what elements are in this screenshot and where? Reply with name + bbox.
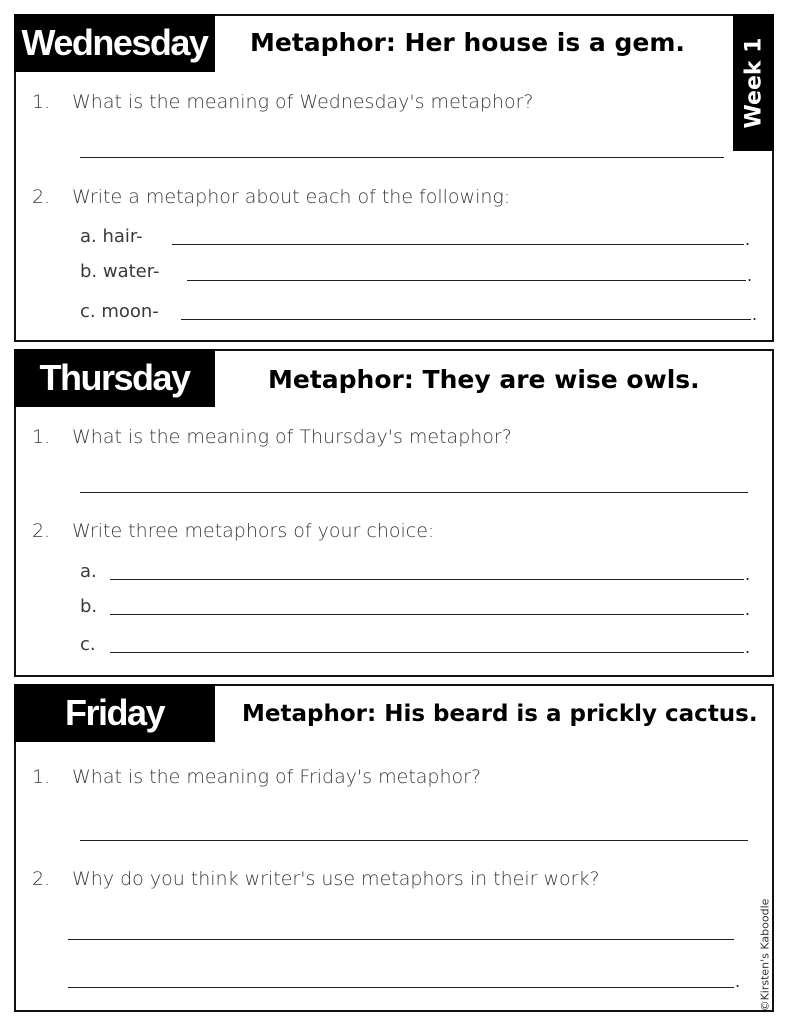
period: . xyxy=(735,972,741,991)
answer-line[interactable] xyxy=(110,614,744,615)
answer-line[interactable] xyxy=(187,280,746,281)
period: . xyxy=(745,230,751,249)
answer-line[interactable] xyxy=(80,492,748,493)
week-tab xyxy=(733,14,774,151)
thursday-section xyxy=(14,349,774,677)
friday-section xyxy=(14,684,774,1012)
period: . xyxy=(745,600,751,619)
question-text: Write a metaphor about each of the following: xyxy=(72,186,511,208)
question-2 xyxy=(32,520,434,542)
item-label: a. xyxy=(80,561,97,582)
item-label: b. water- xyxy=(80,261,160,282)
question-2 xyxy=(32,186,510,208)
metaphor-title: Metaphor: Her house is a gem. xyxy=(250,28,685,57)
metaphor-title: Metaphor: They are wise owls. xyxy=(268,365,700,394)
day-label: Friday xyxy=(14,684,215,742)
question-number: 1. xyxy=(32,91,51,113)
answer-line[interactable] xyxy=(181,319,751,320)
question-number: 1. xyxy=(32,426,51,448)
metaphor-title: Metaphor: His beard is a prickly cactus. xyxy=(242,701,758,727)
question-text: Write three metaphors of your choice: xyxy=(72,520,435,542)
question-2 xyxy=(32,868,600,890)
copyright: ©Kirsten's Kaboodle xyxy=(758,898,772,1012)
period: . xyxy=(747,266,753,285)
item-label: b. xyxy=(80,596,98,617)
item-label: a. hair- xyxy=(80,226,143,247)
question-1 xyxy=(32,426,512,448)
question-number: 2. xyxy=(32,520,51,542)
answer-line[interactable] xyxy=(110,579,744,580)
period: . xyxy=(752,305,758,324)
question-text: Why do you think writer's use metaphors in their work? xyxy=(72,868,600,890)
period: . xyxy=(745,565,751,584)
answer-line[interactable] xyxy=(172,244,744,245)
item-label: c. moon- xyxy=(80,301,159,322)
question-text: What is the meaning of Thursday's metaphor? xyxy=(72,426,512,448)
day-label: Thursday xyxy=(14,349,215,407)
answer-line[interactable] xyxy=(68,939,734,940)
answer-line[interactable] xyxy=(80,157,724,158)
question-text: What is the meaning of Friday's metaphor? xyxy=(72,766,482,788)
question-number: 2. xyxy=(32,868,51,890)
question-1 xyxy=(32,766,481,788)
answer-line[interactable] xyxy=(68,987,734,988)
period: . xyxy=(745,638,751,657)
day-label: Wednesday xyxy=(14,14,215,72)
question-1 xyxy=(32,91,533,113)
answer-line[interactable] xyxy=(80,840,748,841)
item-label: c. xyxy=(80,634,96,655)
week-label: Week 1 xyxy=(741,37,766,128)
wednesday-section xyxy=(14,14,774,342)
question-number: 2. xyxy=(32,186,51,208)
answer-line[interactable] xyxy=(110,652,744,653)
question-number: 1. xyxy=(32,766,51,788)
question-text: What is the meaning of Wednesday's metaphor? xyxy=(72,91,534,113)
